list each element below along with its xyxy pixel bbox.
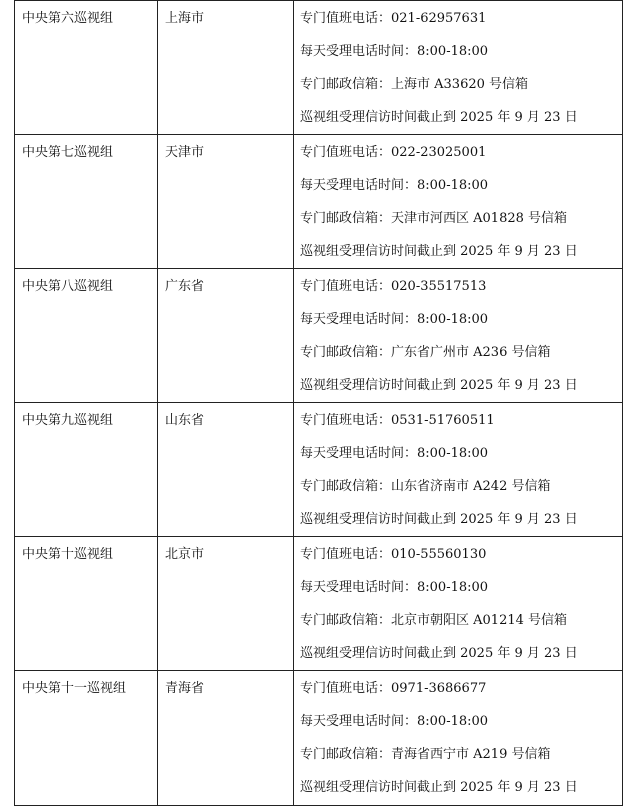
group-cell <box>15 1 158 135</box>
phone-hours: 每天受理电话时间：8:00-18:00 <box>300 312 489 327</box>
duty-phone: 专门值班电话：020-35517513 <box>300 279 487 294</box>
detail-cell <box>294 135 623 269</box>
postal-mailbox: 专门邮政信箱：山东省济南市 A242 号信箱 <box>300 479 551 494</box>
group-name: 中央第十巡视组 <box>22 547 114 562</box>
region-name: 广东省 <box>165 279 205 294</box>
postal-mailbox: 专门邮政信箱：天津市河西区 A01828 号信箱 <box>300 211 568 226</box>
phone-hours: 每天受理电话时间：8:00-18:00 <box>300 178 489 193</box>
group-cell <box>15 403 158 537</box>
group-cell <box>15 269 158 403</box>
region-name: 天津市 <box>165 145 205 160</box>
region-name: 青海省 <box>165 681 205 696</box>
duty-phone: 专门值班电话：021-62957631 <box>300 11 487 26</box>
petition-deadline: 巡视组受理信访时间截止到 2025 年 9 月 23 日 <box>300 110 578 125</box>
postal-mailbox: 专门邮政信箱：上海市 A33620 号信箱 <box>300 77 529 92</box>
duty-phone: 专门值班电话：0971-3686677 <box>300 681 487 696</box>
phone-hours: 每天受理电话时间：8:00-18:00 <box>300 714 489 729</box>
group-name: 中央第十一巡视组 <box>22 681 127 696</box>
duty-phone: 专门值班电话：0531-51760511 <box>300 413 495 428</box>
inspection-contact-table <box>14 0 623 806</box>
group-name: 中央第九巡视组 <box>22 413 114 428</box>
petition-deadline: 巡视组受理信访时间截止到 2025 年 9 月 23 日 <box>300 378 578 393</box>
phone-hours: 每天受理电话时间：8:00-18:00 <box>300 446 489 461</box>
table-row <box>15 135 623 269</box>
region-name: 北京市 <box>165 547 205 562</box>
duty-phone: 专门值班电话：022-23025001 <box>300 145 487 160</box>
detail-cell <box>294 269 623 403</box>
region-cell <box>158 1 294 135</box>
table-row <box>15 269 623 403</box>
detail-cell <box>294 671 623 806</box>
table-row <box>15 403 623 537</box>
petition-deadline: 巡视组受理信访时间截止到 2025 年 9 月 23 日 <box>300 512 578 527</box>
detail-cell <box>294 1 623 135</box>
table-row <box>15 671 623 806</box>
duty-phone: 专门值班电话：010-55560130 <box>300 547 487 562</box>
region-cell <box>158 671 294 806</box>
region-name: 上海市 <box>165 11 205 26</box>
region-cell <box>158 403 294 537</box>
petition-deadline: 巡视组受理信访时间截止到 2025 年 9 月 23 日 <box>300 780 578 795</box>
postal-mailbox: 专门邮政信箱：青海省西宁市 A219 号信箱 <box>300 747 551 762</box>
region-cell <box>158 135 294 269</box>
region-cell <box>158 269 294 403</box>
region-name: 山东省 <box>165 413 205 428</box>
table-row <box>15 1 623 135</box>
group-cell <box>15 671 158 806</box>
group-name: 中央第六巡视组 <box>22 11 114 26</box>
postal-mailbox: 专门邮政信箱：广东省广州市 A236 号信箱 <box>300 345 551 360</box>
region-cell <box>158 537 294 671</box>
postal-mailbox: 专门邮政信箱：北京市朝阳区 A01214 号信箱 <box>300 613 568 628</box>
group-cell <box>15 135 158 269</box>
group-cell <box>15 537 158 671</box>
petition-deadline: 巡视组受理信访时间截止到 2025 年 9 月 23 日 <box>300 646 578 661</box>
phone-hours: 每天受理电话时间：8:00-18:00 <box>300 580 489 595</box>
table-row <box>15 537 623 671</box>
group-name: 中央第八巡视组 <box>22 279 114 294</box>
detail-cell <box>294 403 623 537</box>
phone-hours: 每天受理电话时间：8:00-18:00 <box>300 44 489 59</box>
detail-cell <box>294 537 623 671</box>
group-name: 中央第七巡视组 <box>22 145 114 160</box>
petition-deadline: 巡视组受理信访时间截止到 2025 年 9 月 23 日 <box>300 244 578 259</box>
